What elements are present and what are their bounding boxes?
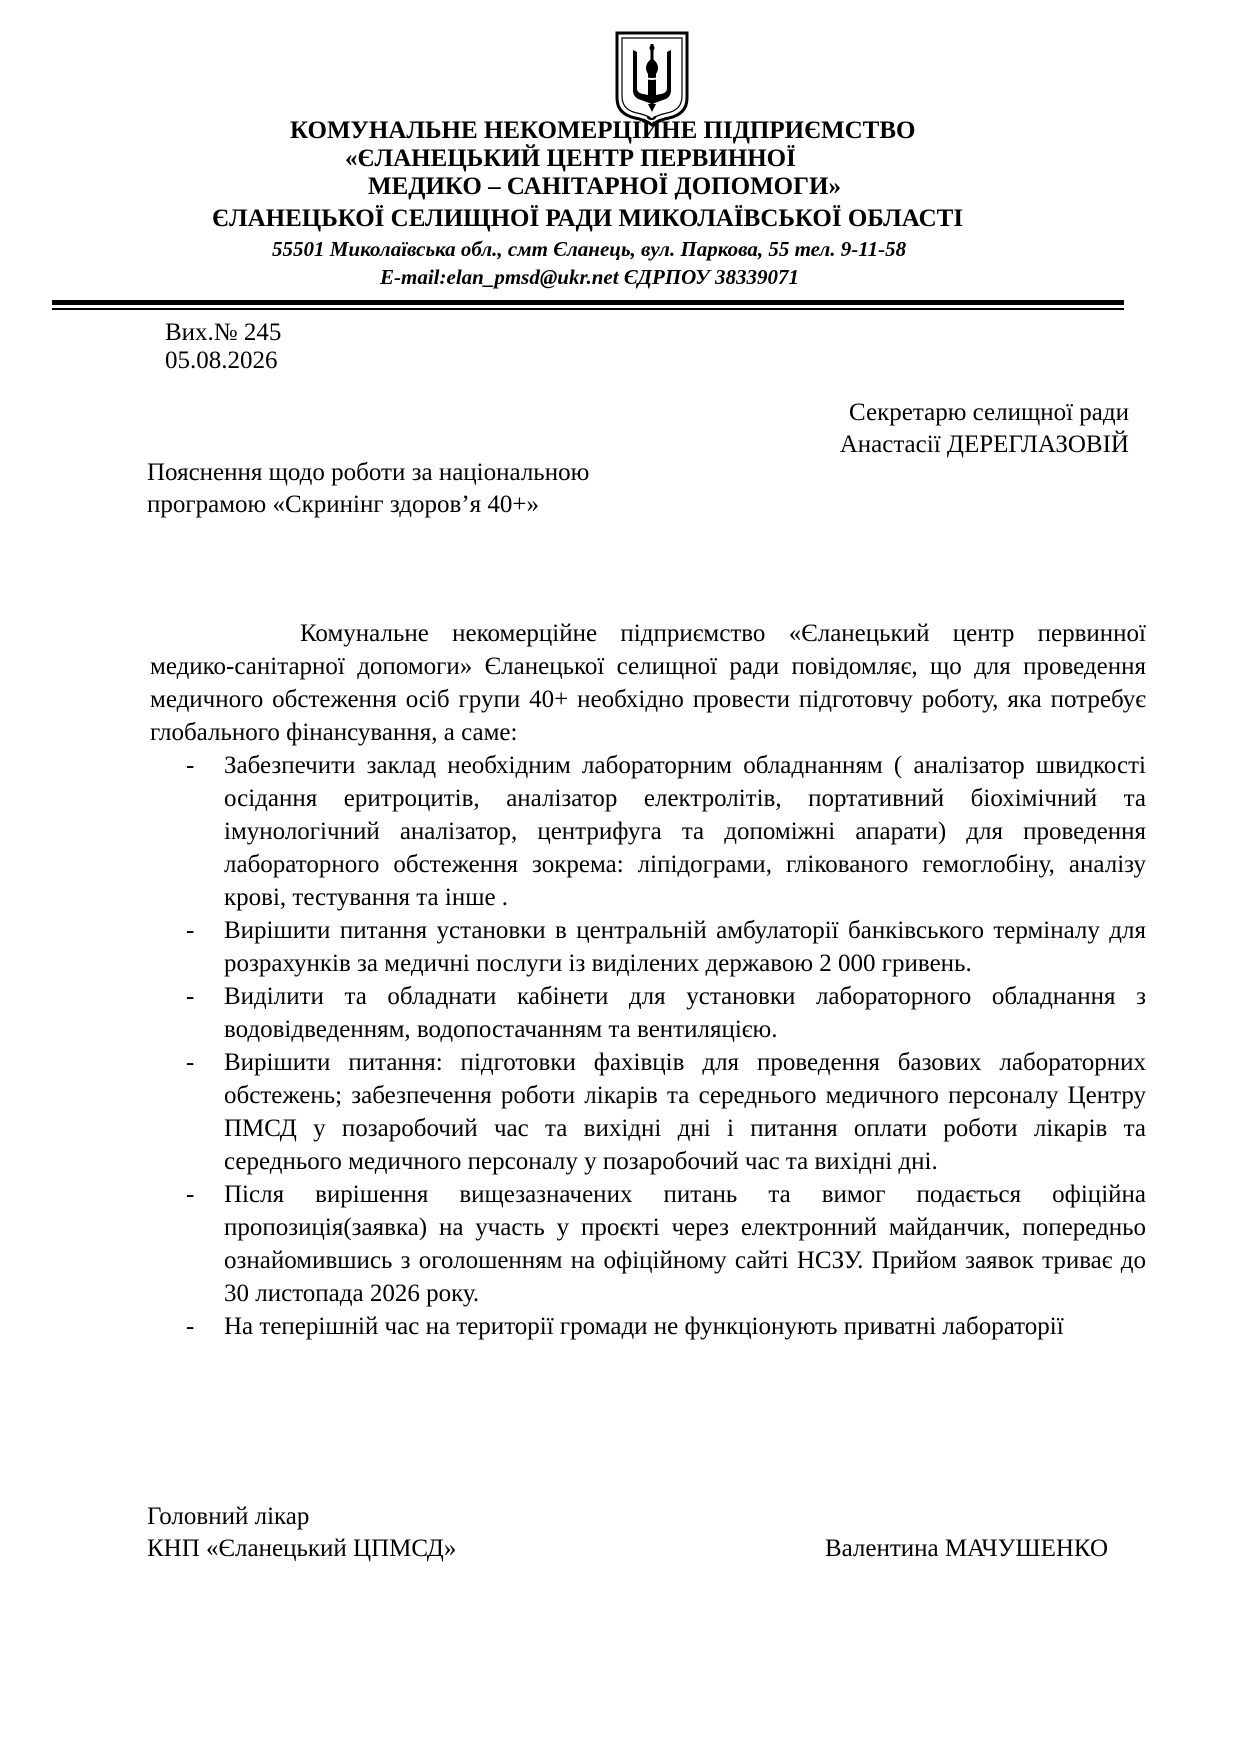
list-item xyxy=(150,914,1146,980)
list-item xyxy=(150,1310,1146,1343)
list-bullet: - xyxy=(186,752,195,779)
letter-body xyxy=(150,617,1146,1343)
requirements-list xyxy=(150,749,1146,1343)
list-item-text: Вирішити питання установки в центральній амбулаторії банківського терміналу для розрахунків за медичні послуги із виділених державою 2 000 гривень. xyxy=(224,917,1146,977)
signatory-name: Валентина МАЧУШЕНКО xyxy=(824,1535,1108,1562)
list-bullet: - xyxy=(186,1313,195,1340)
list-bullet: - xyxy=(186,983,195,1010)
list-item-text: Вирішити питання: підготовки фахівців для проведення базових лабораторних обстежень; забезпечення роботи лікарів та середнього медичного персоналу Центру ПМСД у позаробочий час та вихідні дні і питання оплати роботи лікарів та середнього медичного персоналу у позаробочий час та вихідні дні. xyxy=(224,1049,1146,1175)
header-rule-thick xyxy=(52,300,1124,305)
subject-line-1: Пояснення щодо роботи за національною xyxy=(147,459,590,486)
recipient-line-1: Секретарю селищної ради xyxy=(849,399,1129,426)
list-item xyxy=(150,1046,1146,1178)
org-name-line-3: МЕДИКО – САНІТАРНОЇ ДОПОМОГИ» xyxy=(368,173,841,200)
org-contacts: E-mail:elan_pmsd@ukr.net ЄДРПОУ 38339071 xyxy=(380,265,799,289)
coat-of-arms-icon xyxy=(614,30,690,127)
list-bullet: - xyxy=(186,1181,195,1208)
outgoing-number: Вих.№ 245 xyxy=(165,319,282,346)
intro-paragraph: Комунальне некомерційне підприємство «Єланецький центр первинної медико-санітарної допомоги» Єланецької селищної ради повідомляє, що для проведення медичного обстеження осіб групи 40+ необхідно провести підготовчу роботу, яка потребує глобального фінансування, а саме: xyxy=(150,620,1146,746)
letter-date: 05.08.2026 xyxy=(165,347,278,374)
list-bullet: - xyxy=(186,917,195,944)
org-name-line-1: КОМУНАЛЬНЕ НЕКОМЕРЦІЙНЕ ПІДПРИЄМСТВО xyxy=(290,117,916,144)
subject-line-2: програмою «Скринінг здоров’я 40+» xyxy=(147,491,540,518)
list-item-text: На теперішній час на території громади не функціонують приватні лабораторії xyxy=(224,1313,1064,1340)
signatory-position: Головний лікар xyxy=(147,1503,310,1530)
list-item-text: Виділити та обладнати кабінети для установки лабораторного обладнання з водовідведенням, водопостачанням та вентиляцією. xyxy=(224,983,1146,1043)
list-bullet: - xyxy=(186,1049,195,1076)
header-rule-thin xyxy=(52,308,1124,310)
list-item xyxy=(150,1178,1146,1310)
list-item xyxy=(150,980,1146,1046)
list-item-text: Забезпечити заклад необхідним лабораторним обладнанням ( аналізатор швидкості осідання еритроцитів, аналізатор електролітів, портативний біохімічний та імунологічний аналізатор, центрифуга та допоміжні апарати) для проведення лабораторного обстеження зокрема: ліпідограми, глікованого гемоглобіну, аналізу крові, тестування та інше . xyxy=(224,752,1146,911)
recipient-line-2: Анастасії ДЕРЕГЛАЗОВІЙ xyxy=(839,431,1129,458)
org-name-line-2: «ЄЛАНЕЦЬКИЙ ЦЕНТР ПЕРВИННОЇ xyxy=(345,145,796,172)
list-item xyxy=(150,749,1146,914)
signatory-organization: КНП «Єланецький ЦПМСД» xyxy=(147,1535,457,1562)
org-address: 55501 Миколаївська обл., смт Єланець, вул. Паркова, 55 тел. 9-11-58 xyxy=(272,237,907,261)
org-name-line-4: ЄЛАНЕЦЬКОЇ СЕЛИЩНОЇ РАДИ МИКОЛАЇВСЬКОЇ ОБЛАСТІ xyxy=(212,205,964,232)
list-item-text: Після вирішення вищезазначених питань та вимог подається офіційна пропозиція(заявка) на участь у проєкті через електронний майданчик, попередньо ознайомившись з оголошенням на офіційному сайті НСЗУ. Прийом заявок триває до 30 листопада 2026 року. xyxy=(224,1181,1146,1307)
